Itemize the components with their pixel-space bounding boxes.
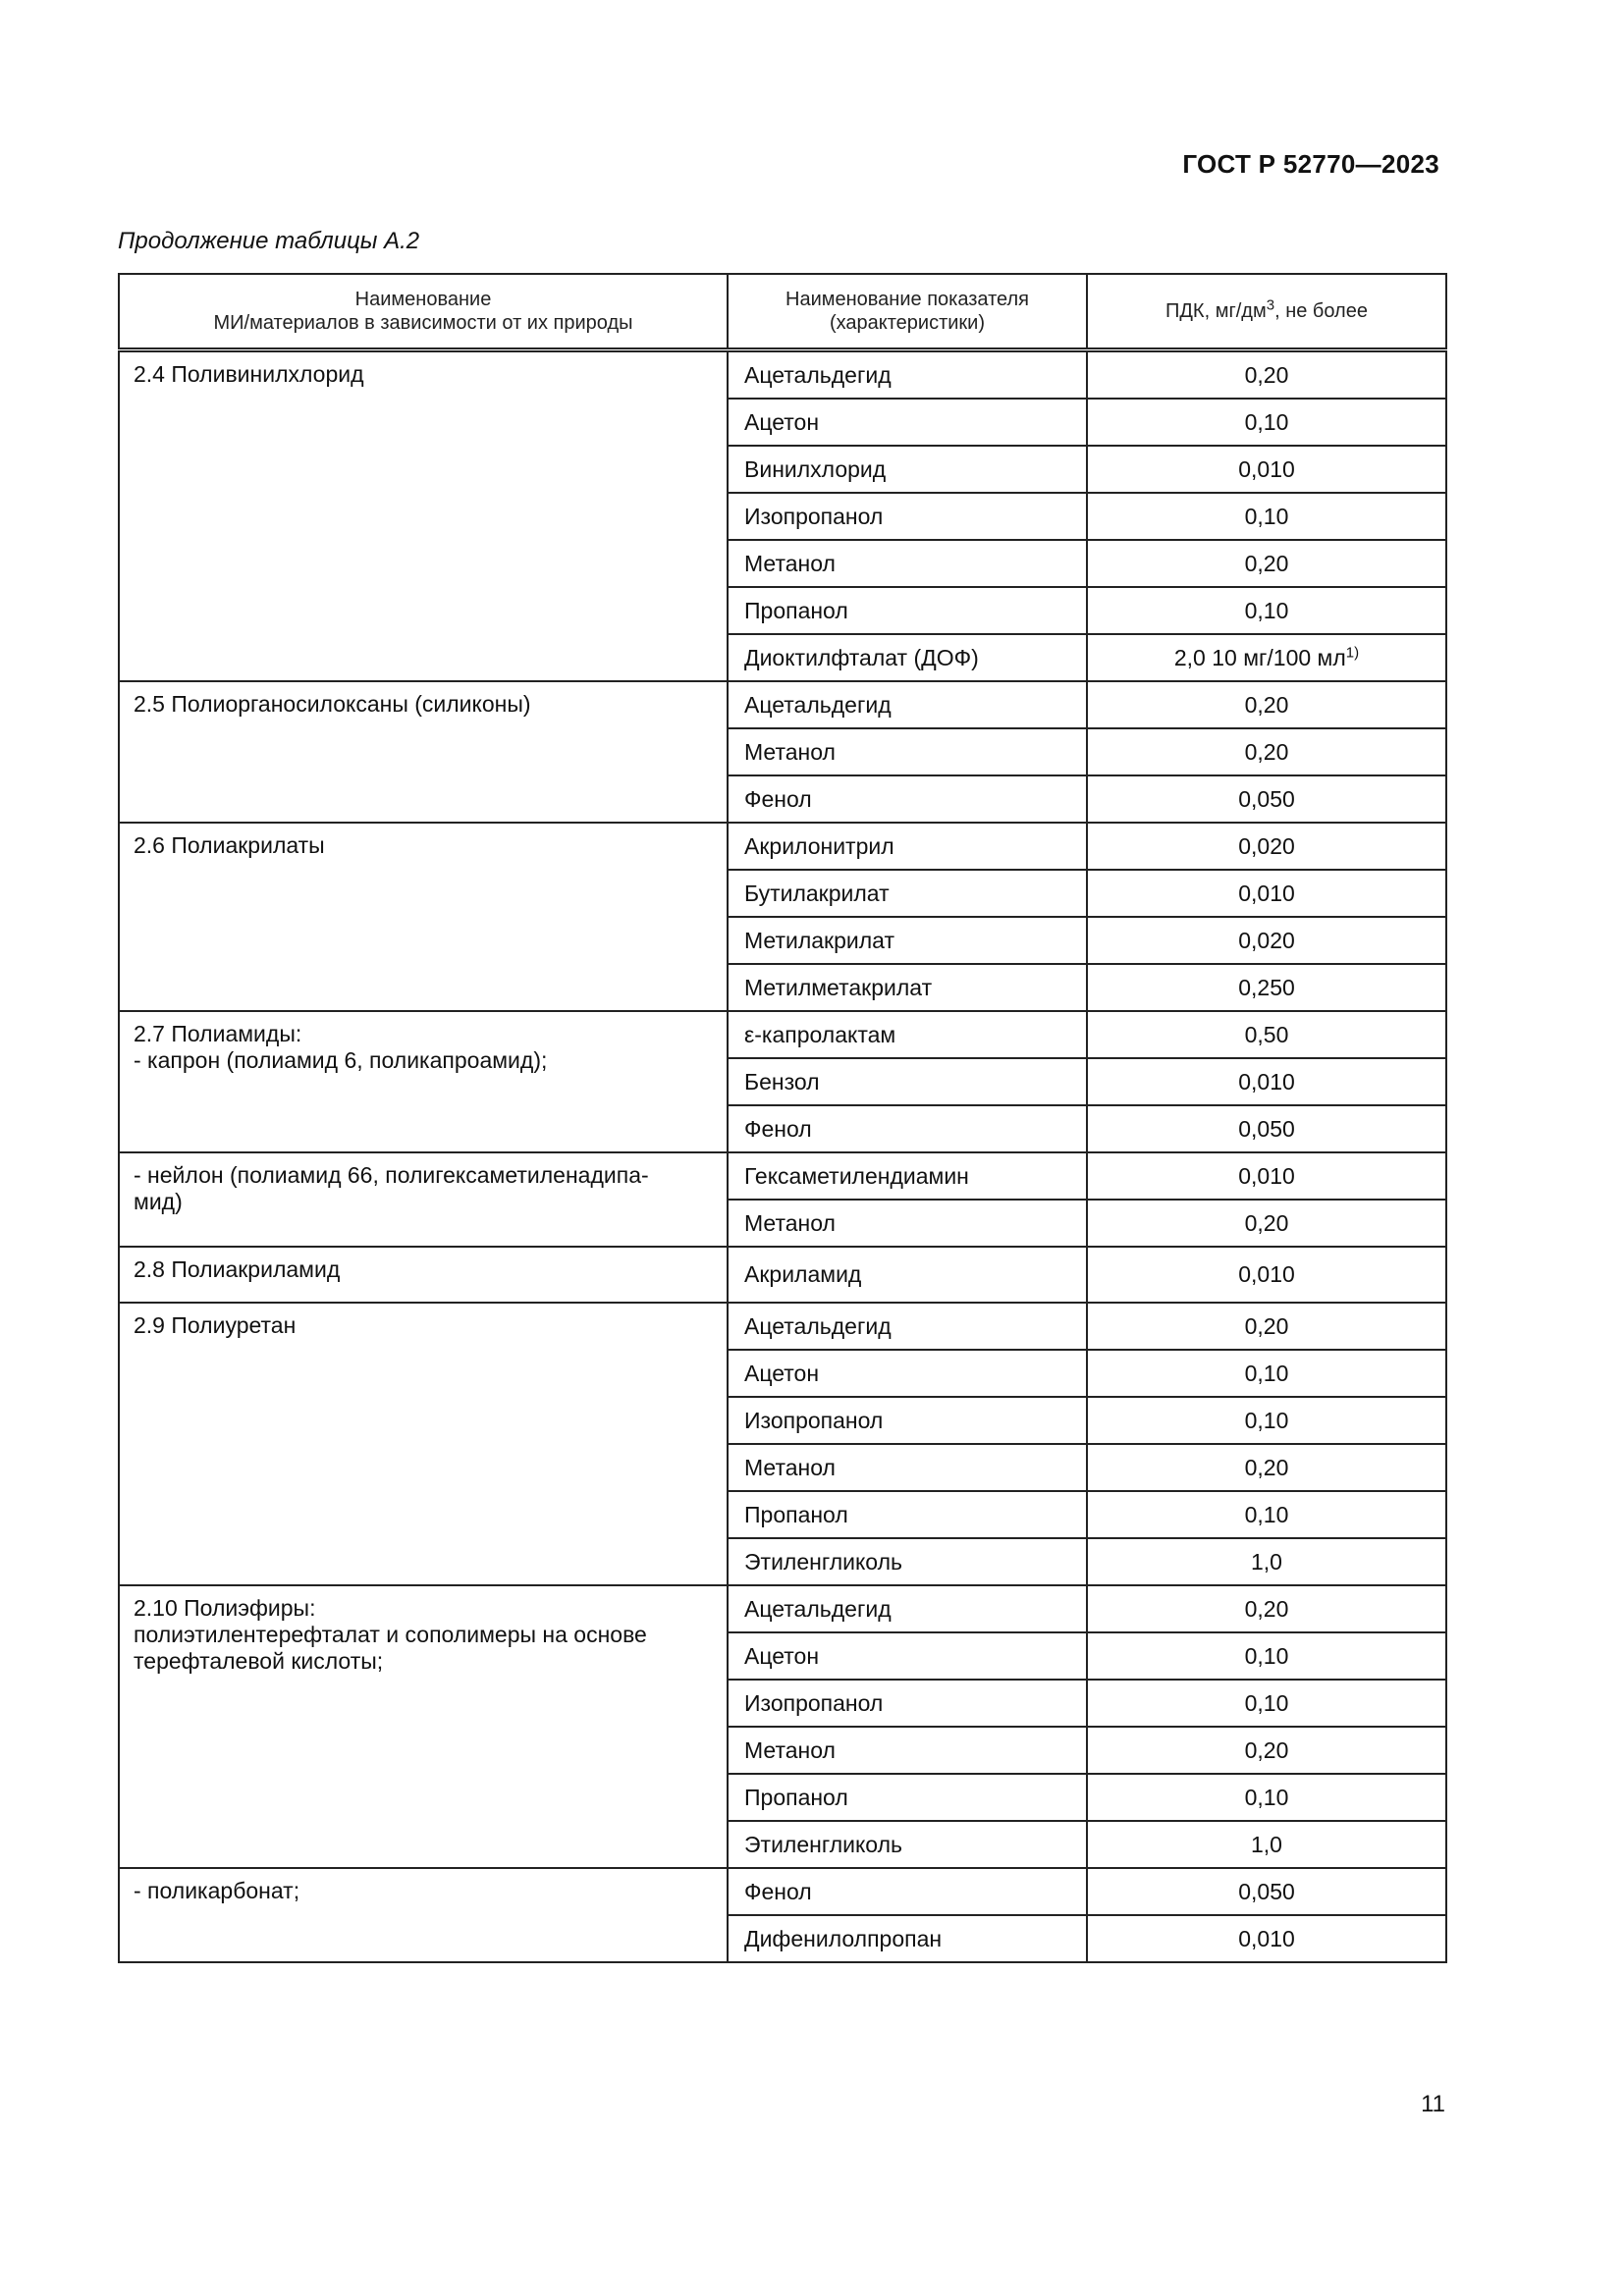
limit-value-cell bbox=[1087, 1774, 1446, 1821]
indicator-cell: Бутилакрилат bbox=[728, 870, 1087, 917]
material-line: 2.5 Полиорганосилоксаны (силиконы) bbox=[134, 691, 531, 717]
indicator-cell: Изопропанол bbox=[728, 1397, 1087, 1444]
limit-value-cell bbox=[1087, 964, 1446, 1011]
indicator-cell: Этиленгликоль bbox=[728, 1538, 1087, 1585]
limit-value: 0,050 bbox=[1238, 1115, 1295, 1142]
limit-value: 0,010 bbox=[1238, 1925, 1295, 1951]
limit-value-cell bbox=[1087, 1397, 1446, 1444]
limit-value: 0,020 bbox=[1238, 927, 1295, 953]
limit-value-cell bbox=[1087, 493, 1446, 540]
limit-value: 0,20 bbox=[1244, 738, 1289, 765]
limit-value-cell bbox=[1087, 1247, 1446, 1303]
limit-value: 0,050 bbox=[1238, 785, 1295, 812]
indicator-cell: Пропанол bbox=[728, 587, 1087, 634]
limit-value-cell bbox=[1087, 1152, 1446, 1200]
limit-value: 0,10 bbox=[1244, 597, 1289, 623]
limit-value: 0,010 bbox=[1238, 1261, 1295, 1287]
indicator-cell: Гексаметилендиамин bbox=[728, 1152, 1087, 1200]
footnote-marker: 1) bbox=[1345, 643, 1360, 661]
indicator-cell: Изопропанол bbox=[728, 493, 1087, 540]
indicator-cell: ε-капролактам bbox=[728, 1011, 1087, 1058]
limit-value: 0,10 bbox=[1244, 408, 1289, 435]
material-cell bbox=[119, 1152, 728, 1247]
limit-value-cell bbox=[1087, 1915, 1446, 1962]
limit-value-cell bbox=[1087, 540, 1446, 587]
limit-value-cell bbox=[1087, 1491, 1446, 1538]
table-header-row bbox=[119, 274, 1446, 350]
indicator-cell: Метанол bbox=[728, 728, 1087, 775]
limit-value-cell bbox=[1087, 823, 1446, 870]
limit-value: 0,10 bbox=[1244, 1407, 1289, 1433]
table-row bbox=[119, 1868, 1446, 1915]
limit-value: 0,010 bbox=[1238, 455, 1295, 482]
material-cell bbox=[119, 350, 728, 682]
limits-table bbox=[118, 273, 1447, 1963]
material-cell bbox=[119, 1303, 728, 1585]
limit-value: 0,10 bbox=[1244, 503, 1289, 529]
limit-value: 0,20 bbox=[1244, 1736, 1289, 1763]
standard-code: ГОСТ Р 52770—2023 bbox=[1182, 149, 1439, 179]
indicator-cell: Диоктилфталат (ДОФ) bbox=[728, 634, 1087, 681]
limit-value-cell bbox=[1087, 681, 1446, 728]
limit-value: 0,010 bbox=[1238, 880, 1295, 906]
indicator-cell: Метилметакрилат bbox=[728, 964, 1087, 1011]
indicator-cell: Бензол bbox=[728, 1058, 1087, 1105]
indicator-cell: Метанол bbox=[728, 1200, 1087, 1247]
material-line: терефталевой кислоты; bbox=[134, 1648, 384, 1674]
table-body bbox=[119, 350, 1446, 1963]
table-row bbox=[119, 350, 1446, 400]
limit-value-cell bbox=[1087, 1105, 1446, 1152]
table-row bbox=[119, 1303, 1446, 1350]
indicator-cell: Ацетон bbox=[728, 399, 1087, 446]
material-line: - поликарбонат; bbox=[134, 1878, 300, 1903]
limit-value-cell bbox=[1087, 1200, 1446, 1247]
indicator-cell: Метанол bbox=[728, 540, 1087, 587]
indicator-cell: Метанол bbox=[728, 1444, 1087, 1491]
indicator-cell: Ацетальдегид bbox=[728, 1303, 1087, 1350]
indicator-cell: Ацетальдегид bbox=[728, 1585, 1087, 1632]
limit-value: 0,20 bbox=[1244, 550, 1289, 576]
material-line: 2.9 Полиуретан bbox=[134, 1312, 297, 1338]
indicator-cell: Изопропанол bbox=[728, 1680, 1087, 1727]
table-row bbox=[119, 1247, 1446, 1303]
limit-value: 0,10 bbox=[1244, 1689, 1289, 1716]
material-cell bbox=[119, 1585, 728, 1868]
limit-value-cell bbox=[1087, 1350, 1446, 1397]
limit-value: 0,10 bbox=[1244, 1784, 1289, 1810]
indicator-cell: Дифенилолпропан bbox=[728, 1915, 1087, 1962]
limit-value-cell bbox=[1087, 1058, 1446, 1105]
limit-value-cell bbox=[1087, 634, 1446, 681]
indicator-cell: Метанол bbox=[728, 1727, 1087, 1774]
limit-value: 0,10 bbox=[1244, 1501, 1289, 1527]
table-row bbox=[119, 1585, 1446, 1632]
limit-value-cell bbox=[1087, 350, 1446, 400]
limit-value: 0,50 bbox=[1244, 1021, 1289, 1047]
limit-value-cell bbox=[1087, 1011, 1446, 1058]
material-line: - капрон (полиамид 6, поликапроамид); bbox=[134, 1047, 548, 1073]
page-number: 11 bbox=[1421, 2091, 1445, 2117]
indicator-cell: Метилакрилат bbox=[728, 917, 1087, 964]
limit-value: 0,010 bbox=[1238, 1068, 1295, 1095]
limit-value-cell bbox=[1087, 775, 1446, 823]
limit-value-cell bbox=[1087, 1727, 1446, 1774]
indicator-cell: Этиленгликоль bbox=[728, 1821, 1087, 1868]
table-row bbox=[119, 681, 1446, 728]
limit-value: 0,20 bbox=[1244, 361, 1289, 388]
table-row bbox=[119, 1011, 1446, 1058]
limit-value-cell bbox=[1087, 1821, 1446, 1868]
material-line: 2.7 Полиамиды: bbox=[134, 1021, 302, 1046]
header-indicator: Наименование показателя (характеристики) bbox=[728, 274, 1087, 350]
indicator-cell: Акрилонитрил bbox=[728, 823, 1087, 870]
limit-value: 0,20 bbox=[1244, 1312, 1289, 1339]
material-cell bbox=[119, 1011, 728, 1152]
limit-value-cell bbox=[1087, 1303, 1446, 1350]
indicator-cell: Фенол bbox=[728, 1868, 1087, 1915]
limit-value-cell bbox=[1087, 917, 1446, 964]
limit-value: 0,250 bbox=[1238, 974, 1295, 1000]
limit-value: 0,20 bbox=[1244, 1209, 1289, 1236]
material-line: 2.10 Полиэфиры: bbox=[134, 1595, 316, 1621]
indicator-cell: Акриламид bbox=[728, 1247, 1087, 1303]
limit-value: 0,20 bbox=[1244, 1454, 1289, 1480]
table-row bbox=[119, 1152, 1446, 1200]
header-material: Наименование МИ/материалов в зависимости от их природы bbox=[119, 274, 728, 350]
limit-value: 0,050 bbox=[1238, 1878, 1295, 1904]
material-line: - нейлон (полиамид 66, полигексаметиленадипа- bbox=[134, 1162, 649, 1188]
material-cell bbox=[119, 1868, 728, 1962]
limit-value: 1,0 bbox=[1251, 1831, 1282, 1857]
material-cell bbox=[119, 1247, 728, 1303]
limit-value: 0,020 bbox=[1238, 832, 1295, 859]
limit-value: 0,10 bbox=[1244, 1360, 1289, 1386]
material-line: 2.4 Поливинилхлорид bbox=[134, 361, 364, 387]
indicator-cell: Ацетон bbox=[728, 1350, 1087, 1397]
limit-value-cell bbox=[1087, 1585, 1446, 1632]
limit-value-cell bbox=[1087, 446, 1446, 493]
indicator-cell: Пропанол bbox=[728, 1774, 1087, 1821]
table-caption: Продолжение таблицы А.2 bbox=[118, 228, 420, 254]
limit-value: 0,20 bbox=[1244, 1595, 1289, 1622]
material-cell bbox=[119, 681, 728, 823]
limit-value-cell bbox=[1087, 1680, 1446, 1727]
limit-value: 0,10 bbox=[1244, 1642, 1289, 1669]
indicator-cell: Фенол bbox=[728, 1105, 1087, 1152]
limit-value: 2,0 10 мг/100 мл bbox=[1173, 644, 1346, 670]
indicator-cell: Ацетальдегид bbox=[728, 350, 1087, 400]
indicator-cell: Пропанол bbox=[728, 1491, 1087, 1538]
material-line: 2.6 Полиакрилаты bbox=[134, 832, 325, 858]
material-cell bbox=[119, 823, 728, 1011]
limit-value: 1,0 bbox=[1251, 1548, 1282, 1575]
limit-value-cell bbox=[1087, 1868, 1446, 1915]
limit-value-cell bbox=[1087, 1632, 1446, 1680]
limit-value-cell bbox=[1087, 870, 1446, 917]
table-row bbox=[119, 823, 1446, 870]
material-line: полиэтилентерефталат и сополимеры на основе bbox=[134, 1622, 647, 1647]
indicator-cell: Ацетон bbox=[728, 1632, 1087, 1680]
indicator-cell: Винилхлорид bbox=[728, 446, 1087, 493]
indicator-cell: Ацетальдегид bbox=[728, 681, 1087, 728]
material-line: мид) bbox=[134, 1189, 183, 1214]
limit-value-cell bbox=[1087, 399, 1446, 446]
indicator-cell: Фенол bbox=[728, 775, 1087, 823]
header-limit: ПДК, $мг/дм^3$, не более bbox=[1087, 274, 1446, 350]
limit-value-cell bbox=[1087, 587, 1446, 634]
limit-value-cell bbox=[1087, 1538, 1446, 1585]
material-line: 2.8 Полиакриламид bbox=[134, 1256, 341, 1282]
limit-value: 0,010 bbox=[1238, 1162, 1295, 1189]
limit-value-cell bbox=[1087, 728, 1446, 775]
limit-value: 0,20 bbox=[1244, 691, 1289, 718]
limit-value-cell bbox=[1087, 1444, 1446, 1491]
